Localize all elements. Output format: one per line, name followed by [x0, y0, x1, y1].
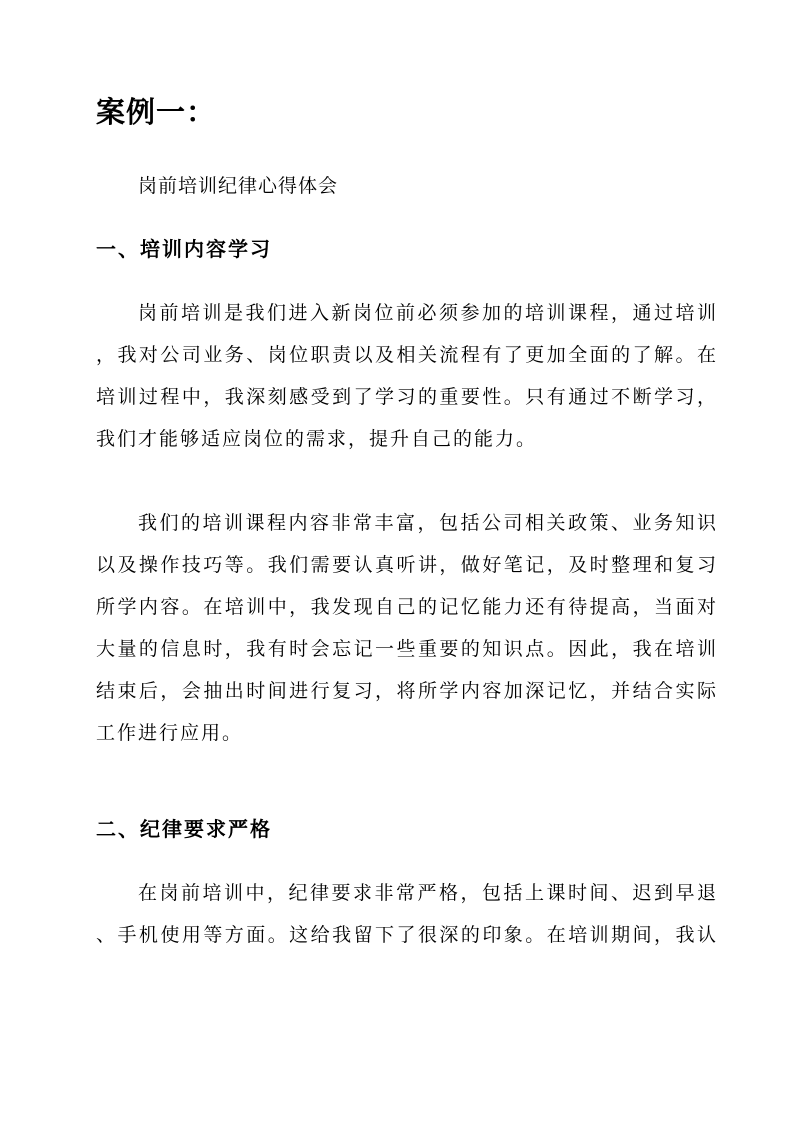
- paragraph-line: 、手机使用等方面。这给我留下了很深的印象。在培训期间，我认: [96, 924, 716, 946]
- paragraph-line: 大量的信息时，我有时会忘记一些重要的知识点。因此，我在培训: [96, 638, 716, 660]
- paragraph-line: 我们的培训课程内容非常丰富，包括公司相关政策、业务知识: [138, 512, 716, 534]
- paragraph-line: 岗前培训是我们进入新岗位前必须参加的培训课程，通过培训: [138, 302, 716, 324]
- section-2-paragraph-1: [96, 872, 716, 956]
- paragraph-line: 在岗前培训中，纪律要求非常严格，包括上课时间、迟到早退: [138, 882, 716, 904]
- section-heading-2: 二、纪律要求严格: [96, 817, 272, 841]
- case-title: 案例一：: [96, 95, 217, 129]
- section-1-paragraph-1: [96, 292, 716, 460]
- paragraph-line: 以及操作技巧等。我们需要认真听讲，做好笔记，及时整理和复习: [96, 554, 716, 576]
- paragraph-line: 我们才能够适应岗位的需求，提升自己的能力。: [96, 428, 538, 450]
- paragraph-line: 工作进行应用。: [96, 722, 244, 744]
- section-heading-1: 一、培训内容学习: [96, 237, 272, 261]
- section-1-paragraph-2: [96, 502, 716, 754]
- document-subtitle: 岗前培训纪律心得体会: [138, 175, 339, 197]
- paragraph-line: 结束后，会抽出时间进行复习，将所学内容加深记忆，并结合实际: [96, 680, 716, 702]
- paragraph-line: ，我对公司业务、岗位职责以及相关流程有了更加全面的了解。在: [96, 344, 716, 366]
- paragraph-line: 所学内容。在培训中，我发现自己的记忆能力还有待提高，当面对: [96, 596, 716, 618]
- paragraph-line: 培训过程中，我深刻感受到了学习的重要性。只有通过不断学习，: [96, 386, 716, 408]
